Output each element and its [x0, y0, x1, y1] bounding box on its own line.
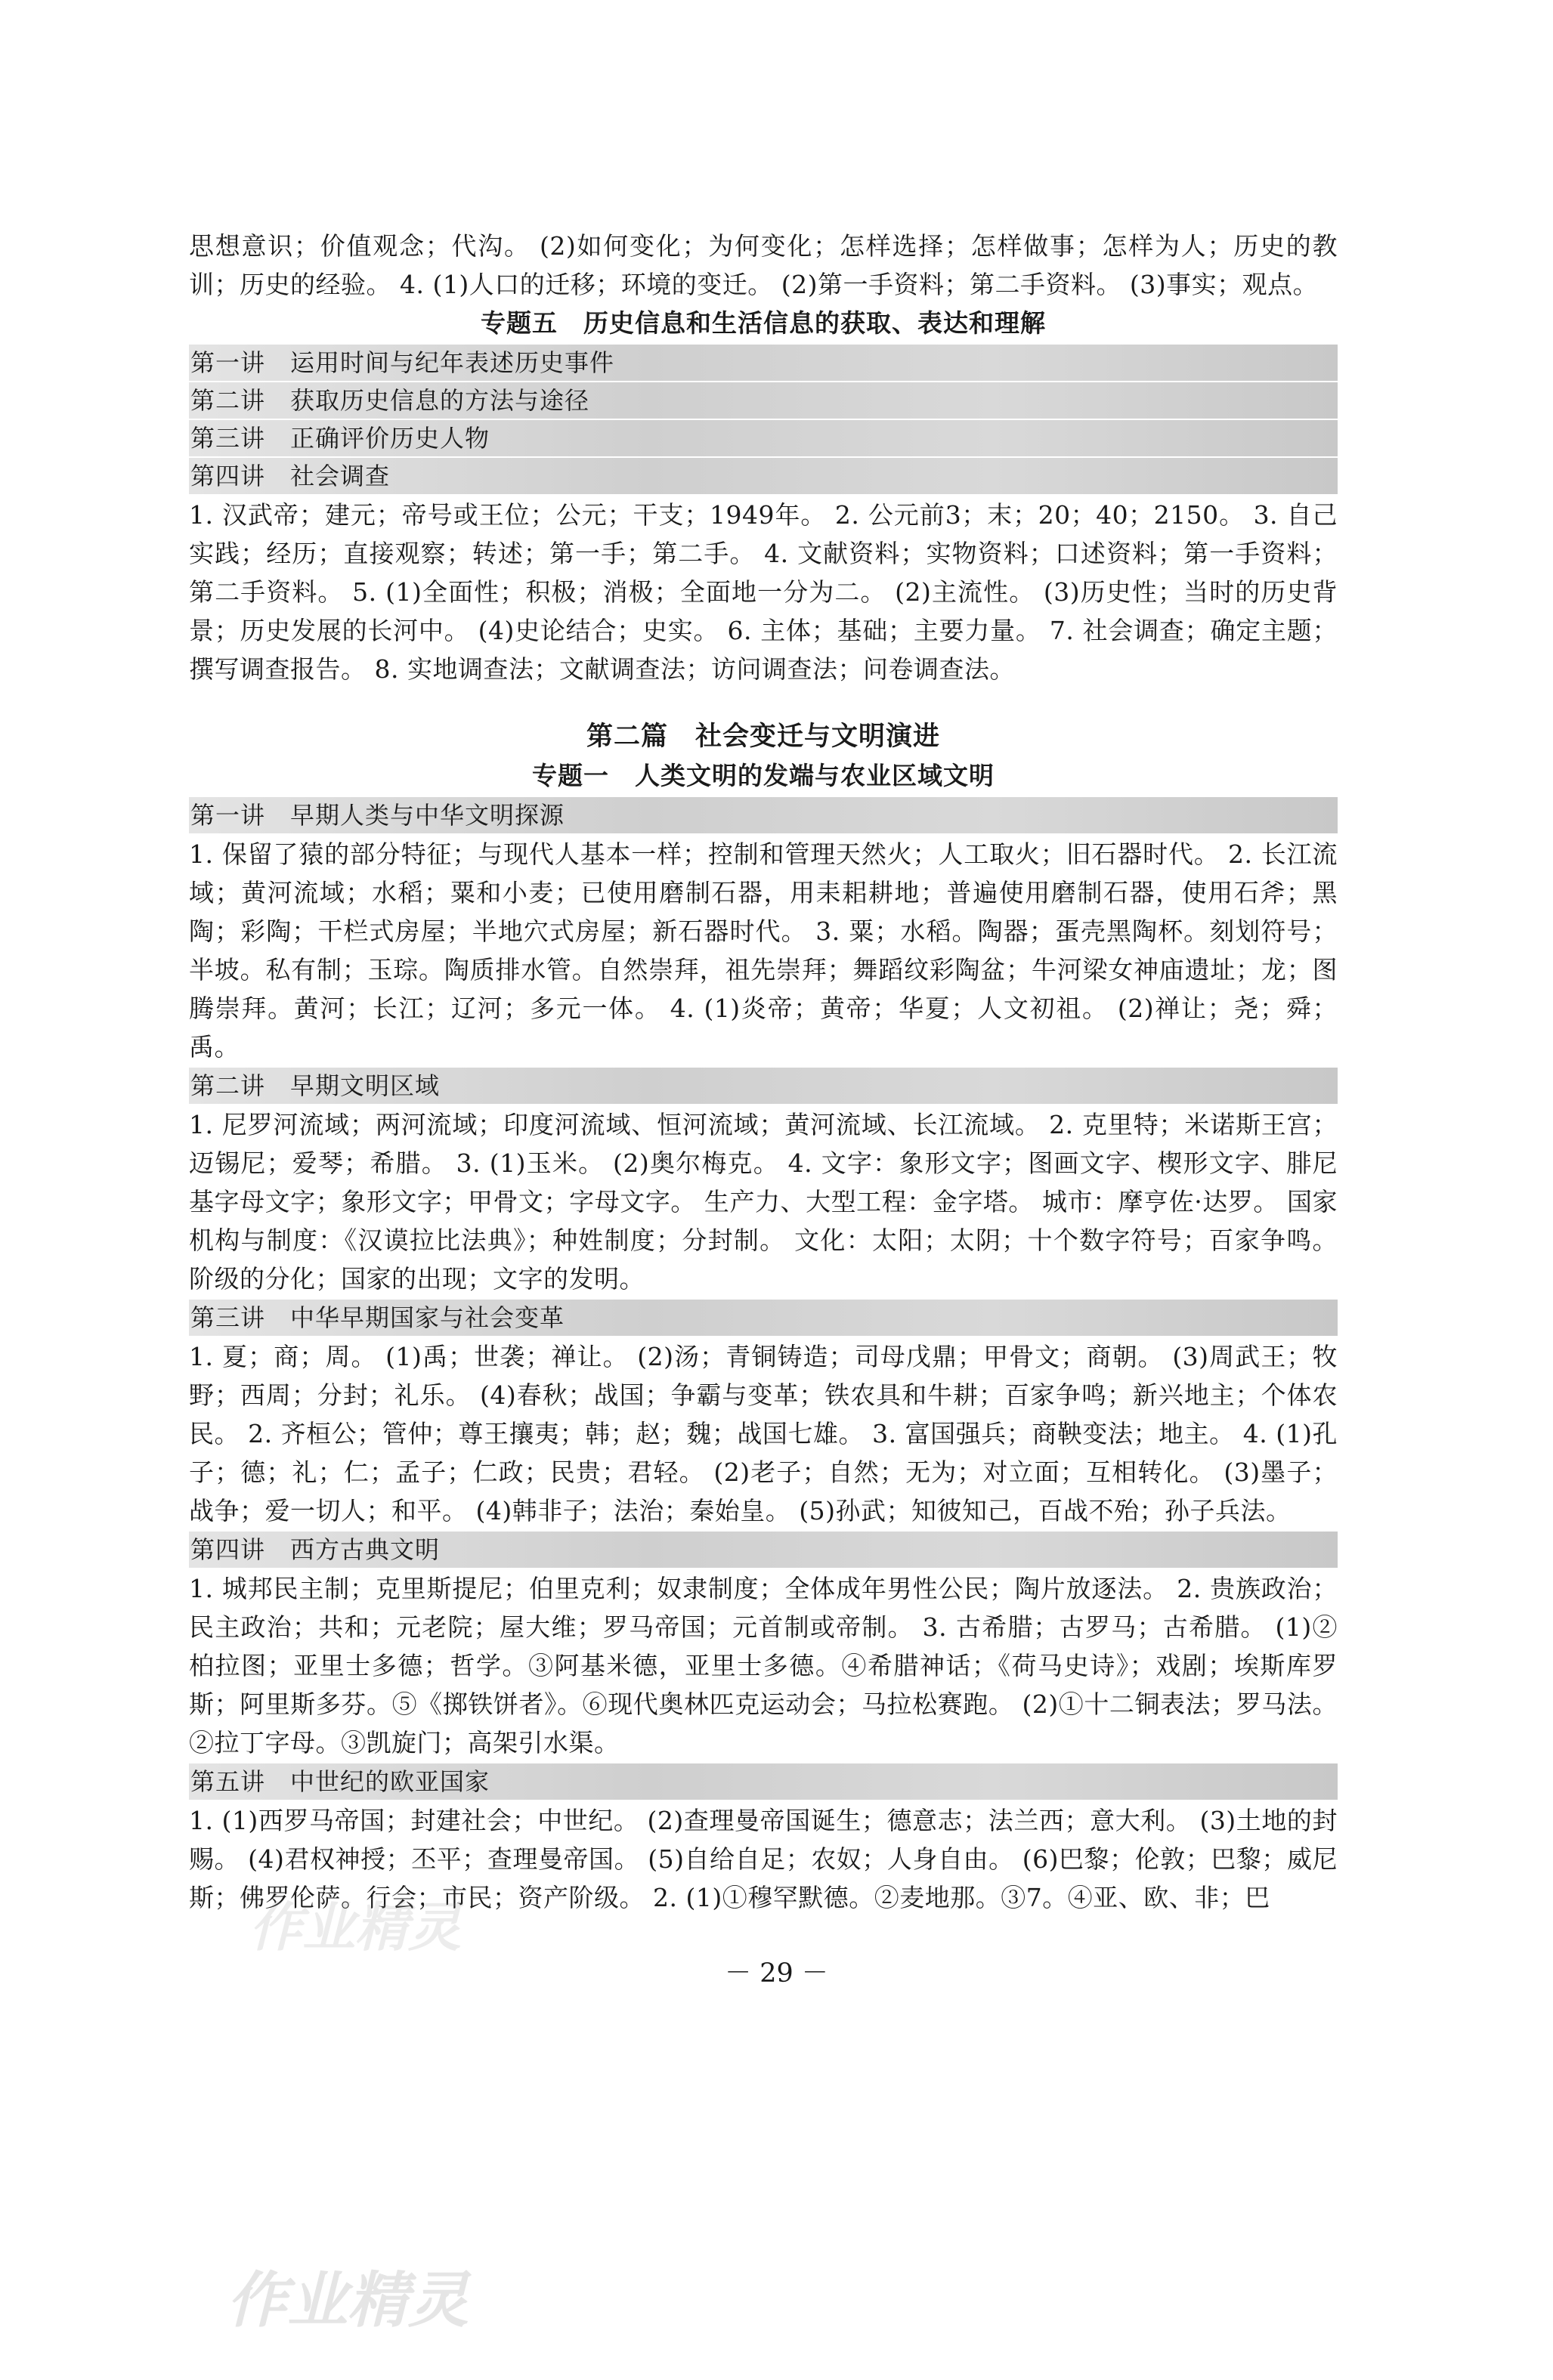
answer-paragraph: 1. 保留了猿的部分特征；与现代人基本一样；控制和管理天然火；人工取火；旧石器时代。 2. 长江流域；黄河流域；水稻；粟和小麦；已使用磨制石器，用耒耜耕地；普遍使用磨制石器，使用石斧；黑陶；彩陶；干栏式房屋；半地穴式房屋；新石器时代。 3. 粟；水稻。陶器；蛋壳黑陶杯。刻划符号；半坡。私有制；玉琮。陶质排水管。自然崇拜，祖先崇拜；舞蹈纹彩陶盆；牛河梁女神庙遗址；龙；图腾崇拜。黄河；长江；辽河；多元一体。 4. (1)炎帝；黄帝；华夏；人文初祖。 (2)禅让；尧；舜；禹。 — [189, 839, 1338, 1062]
lecture-heading: 第五讲 中世纪的欧亚国家 — [189, 1763, 1338, 1800]
answer-paragraph: 1. (1)西罗马帝国；封建社会；中世纪。 (2)查理曼帝国诞生；德意志；法兰西；意大利。 (3)土地的封赐。 (4)君权神授；丕平；查理曼帝国。 (5)自给自足；农奴；人身自由。 (6)巴黎；伦敦；巴黎；威尼斯；佛罗伦萨。行会；市民；资产阶级。 2. (1)①穆罕默德。②麦地那。③7。④亚、欧、非；巴 — [189, 1806, 1338, 1912]
part2-title: 第二篇 社会变迁与文明演进 — [586, 721, 940, 752]
intro-paragraph: 思想意识；价值观念；代沟。 (2)如何变化；为何变化；怎样选择；怎样做事；怎样为人；历史的教训；历史的经验。 4. (1)人口的迁移；环境的变迁。 (2)第一手资料；第二手资料。 (3)事实；观点。 — [189, 231, 1338, 299]
lecture-heading: 第四讲 社会调查 — [189, 458, 1338, 494]
lecture-heading: 第三讲 正确评价历史人物 — [189, 420, 1338, 456]
watermark-logo: 作业精灵 — [227, 2265, 469, 2335]
answer-paragraph: 1. 城邦民主制；克里斯提尼；伯里克利；奴隶制度；全体成年男性公民；陶片放逐法。 2. 贵族政治；民主政治；共和；元老院；屋大维；罗马帝国；元首制或帝制。 3. 古希腊；古罗马；古希腊。 (1)②柏拉图；亚里士多德；哲学。③阿基米德，亚里士多德。④希腊神话；《荷马史诗》；戏剧；埃斯库罗斯；阿里斯多芬。⑤《掷铁饼者》。⑥现代奥林匹克运动会；马拉松赛跑。 (2)①十二铜表法；罗马法。②拉丁字母。③凯旋门；高架引水渠。 — [189, 1574, 1338, 1757]
page-number: － 29 － — [725, 1958, 828, 1989]
topic5-answers: 1. 汉武帝；建元；帝号或王位；公元；干支；1949年。 2. 公元前3；末；20；40；2150。 3. 自己实践；经历；直接观察；转述；第一手；第二手。 4. 文献资料；实物资料；口述资料；第一手资料；第二手资料。 5. (1)全面性；积极；消极；全面地一分为二。 (2)主流性。 (3)历史性；当时的历史背景；历史发展的长河中。 (4)史论结合；史实。 6. 主体；基础；主要力量。 7. 社会调查；确定主题；撰写调查报告。 8. 实地调查法；文献调查法；访问调查法；问卷调查法。 — [189, 500, 1338, 684]
page-body — [189, 227, 1338, 1917]
lecture-heading: 第一讲 运用时间与纪年表述历史事件 — [189, 345, 1338, 381]
lecture-heading: 第四讲 西方古典文明 — [189, 1532, 1338, 1568]
answer-paragraph: 1. 夏；商；周。 (1)禹；世袭；禅让。 (2)汤；青铜铸造；司母戊鼎；甲骨文；商朝。 (3)周武王；牧野；西周；分封；礼乐。 (4)春秋；战国；争霸与变革；铁农具和牛耕；百家争鸣；新兴地主；个体农民。 2. 齐桓公；管仲；尊王攘夷；韩；赵；魏；战国七雄。 3. 富国强兵；商鞅变法；地主。 4. (1)孔子；德；礼；仁；孟子；仁政；民贵；君轻。 (2)老子；自然；无为；对立面；互相转化。 (3)墨子；战争；爱一切人；和平。 (4)韩非子；法治；秦始皇。 (5)孙武；知彼知己，百战不殆；孙子兵法。 — [189, 1342, 1338, 1525]
lecture-heading: 第三讲 中华早期国家与社会变革 — [189, 1300, 1338, 1336]
lecture-heading: 第二讲 获取历史信息的方法与途径 — [189, 382, 1338, 419]
lecture-heading: 第一讲 早期人类与中华文明探源 — [189, 797, 1338, 833]
topic1-title: 专题一 人类文明的发端与农业区域文明 — [532, 761, 995, 790]
topic5-title: 专题五 历史信息和生活信息的获取、表达和理解 — [481, 308, 1046, 338]
answer-paragraph: 1. 尼罗河流域；两河流域；印度河流域、恒河流域；黄河流域、长江流域。 2. 克里特；米诺斯王宫；迈锡尼；爱琴；希腊。 3. (1)玉米。 (2)奥尔梅克。 4. 文字：象形文字；图画文字、楔形文字、腓尼基字母文字；象形文字；甲骨文；字母文字。 生产力、大型工程：金字塔。 城市：摩亨佐·达罗。 国家机构与制度：《汉谟拉比法典》；种姓制度；分封制。 文化：太阳；太阴；十个数字符号；百家争鸣。 阶级的分化；国家的出现；文字的发明。 — [189, 1110, 1338, 1294]
lecture-heading: 第二讲 早期文明区域 — [189, 1068, 1338, 1104]
watermark-logo: 作业精灵 — [249, 1896, 461, 1958]
